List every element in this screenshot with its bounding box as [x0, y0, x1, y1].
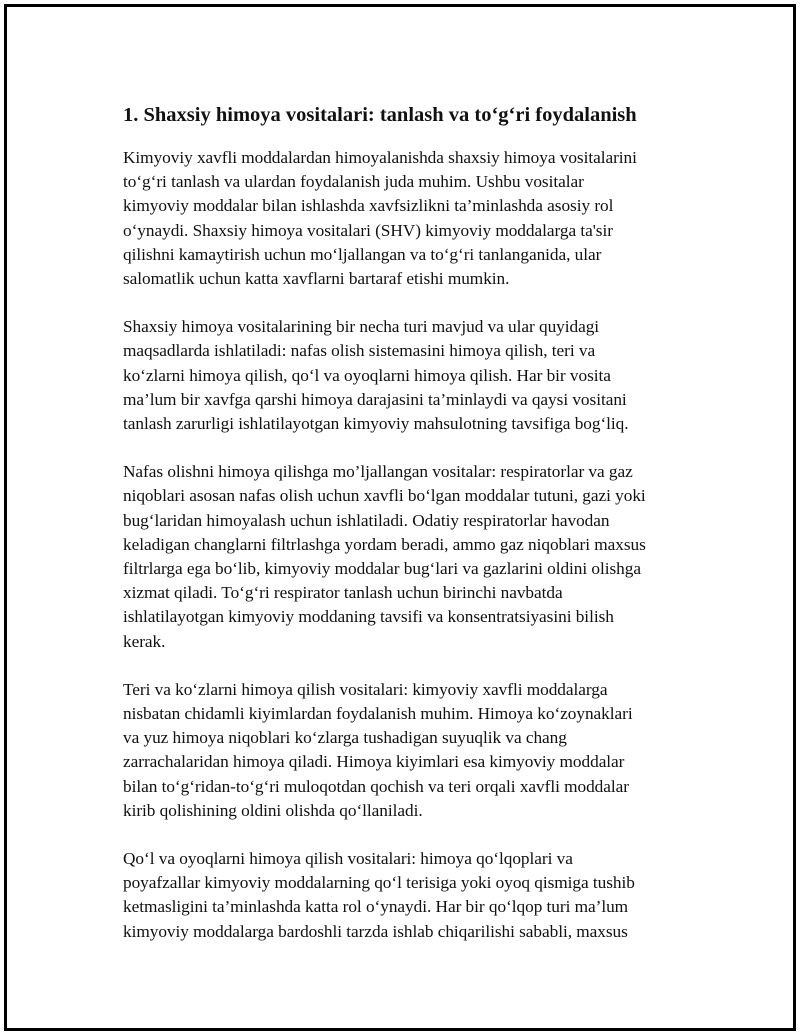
- paragraphs: [123, 146, 693, 944]
- text-line: kirib qolishining oldini olishda qo‘llaniladi.: [123, 800, 423, 820]
- text-line: bug‘laridan himoyalash uchun ishlatiladi. Odatiy respiratorlar havodan: [123, 510, 610, 530]
- paragraph: [123, 315, 693, 436]
- text-line: xizmat qiladi. To‘g‘ri respirator tanlash uchun birinchi navbatda: [123, 583, 563, 603]
- text-line: zarrachalaridan himoya qiladi. Himoya kiyimlari esa kimyoviy moddalar: [123, 752, 625, 772]
- text-line: to‘g‘ri tanlash va ulardan foydalanish juda muhim. Ushbu vositalar: [123, 172, 584, 192]
- text-line: nisbatan chidamli kiyimlardan foydalanish muhim. Himoya ko‘zoynaklari: [123, 704, 633, 724]
- text-line: maqsadlarda ishlatiladi: nafas olish sistemasini himoya qilish, teri va: [123, 341, 596, 361]
- text-line: niqoblari asosan nafas olish uchun xavfli bo‘lgan moddalar tutuni, gazi yoki: [123, 486, 646, 506]
- paragraph: [123, 460, 693, 654]
- text-line: Qo‘l va oyoqlarni himoya qilish vositalari: himoya qo‘lqoplari va: [123, 849, 573, 869]
- text-line: Teri va ko‘zlarni himoya qilish vositalari: kimyoviy xavfli moddalarga: [123, 679, 608, 699]
- text-line: bilan to‘g‘ridan-to‘g‘ri muloqotdan qochish va teri orqali xavfli moddalar: [123, 776, 629, 796]
- text-line: ketmasligini ta’minlashda katta rol o‘ynaydi. Har bir qo‘lqop turi ma’lum: [123, 897, 629, 917]
- text-line: o‘ynaydi. Shaxsiy himoya vositalari (SHV) kimyoviy moddalarga ta'sir: [123, 220, 613, 240]
- text-line: Nafas olishni himoya qilishga mo’ljallangan vositalar: respiratorlar va gaz: [123, 462, 633, 482]
- document-body: [123, 101, 693, 968]
- text-line: Shaxsiy himoya vositalarining bir necha turi mavjud va ular quyidagi: [123, 317, 600, 337]
- text-line: ko‘zlarni himoya qilish, qo‘l va oyoqlarni himoya qilish. Har bir vosita: [123, 365, 611, 385]
- text-line: salomatlik uchun katta xavflarni bartaraf etishi mumkin.: [123, 269, 510, 289]
- text-line: kimyoviy moddalar bilan ishlashda xavfsizlikni ta’minlashda asosiy rol: [123, 196, 614, 216]
- text-line: ishlatilayotgan kimyoviy moddaning tavsifi va konsentratsiyasini bilish: [123, 607, 614, 627]
- text-line: filtrlarga ega bo‘lib, kimyoviy moddalar bug‘lari va gazlarini oldini olishga: [123, 559, 641, 579]
- paragraph: [123, 847, 693, 944]
- paragraph: [123, 678, 693, 823]
- text-line: keladigan changlarni filtrlashga yordam beradi, ammo gaz niqoblari maxsus: [123, 534, 646, 554]
- text-line: Kimyoviy xavfli moddalardan himoyalanishda shaxsiy himoya vositalarini: [123, 148, 637, 167]
- page-frame: [4, 4, 796, 1031]
- text-line: tanlash zarurligi ishlatilayotgan kimyoviy mahsulotning tavsifiga bog‘liq.: [123, 414, 629, 434]
- paragraph: [123, 146, 693, 291]
- document-title: 1. Shaxsiy himoya vositalari: tanlash va to‘g‘ri foydalanish: [123, 104, 637, 126]
- text-line: kimyoviy moddalarga bardoshli tarzda ishlab chiqarilishi sababli, maxsus: [123, 921, 628, 941]
- text-line: poyafzallar kimyoviy moddalarning qo‘l terisiga yoki oyoq qismiga tushib: [123, 873, 635, 893]
- text-line: qilishni kamaytirish uchun mo‘ljallangan va to‘g‘ri tanlanganida, ular: [123, 244, 602, 264]
- text-line: kerak.: [123, 631, 166, 651]
- text-line: ma’lum bir xavfga qarshi himoya darajasini ta’minlaydi va qaysi vositani: [123, 389, 627, 409]
- text-line: va yuz himoya niqoblari ko‘zlarga tushadigan suyuqlik va chang: [123, 728, 567, 748]
